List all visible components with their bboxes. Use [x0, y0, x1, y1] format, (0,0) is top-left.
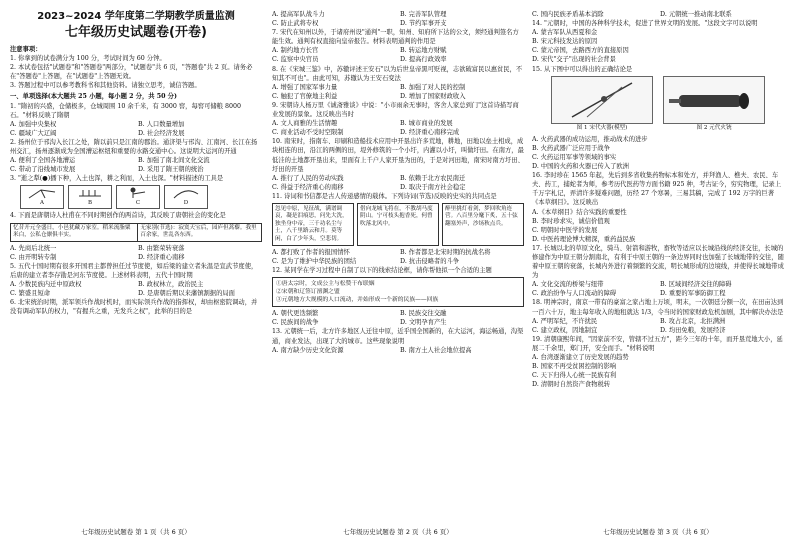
option: C. 防止武将专权	[272, 20, 319, 28]
options-grid	[532, 317, 784, 335]
weapon-figures	[532, 76, 784, 133]
question-text: 10. 南宋时，指南车、印刷和造船技术应用中开垦出许多荒地，耕地，田地以垒土相成，成块相连的田，沿江的两侧的田，堤外修筑的一个小圩，内灌以小圩，叫做圩田。在南方，最低洼的土地都开垦出来，里面有上千户人家开垦为田的，于是对河田地，南宋时南方圩田、圩田的开垦	[272, 138, 524, 173]
option: D. 元朝统一推动南北联系	[660, 11, 732, 18]
option: D. 经济重心南移	[138, 253, 185, 261]
option: A. 火药武器的成功运用，推动战术的进步	[532, 135, 648, 143]
option: C. 得益于经济重心的南移	[272, 183, 344, 191]
options-grid	[10, 280, 262, 298]
option: B. 依赖于北方农民南迁	[400, 174, 466, 182]
option: B. 攻占北京，北拒满洲	[660, 317, 726, 325]
option: B. 火药武器广泛应用于战争	[532, 144, 610, 152]
note-item: 1. 你拿到的试卷满分为 100 分，考试时间为 60 分钟。	[10, 55, 166, 63]
option: D. 中医药理论博大精深，重药益民族	[532, 235, 636, 243]
poem-left: 忆昔开元全盛日，小邑犹藏万家室。稻米流脂粟米白，公私仓廪俱丰实。	[11, 223, 138, 241]
question-text: 14. "元朝时，中国的各种科学技术，促进了世界文明的发展。"这段文字可以说明	[532, 20, 758, 28]
tool-figures	[20, 185, 262, 209]
option: D. 中国的火药和火器已传入了欧洲	[532, 163, 629, 171]
question-text: 5. 五代十国时期有很多开国君主都曾担任过节度使，如后梁的建立者朱温是宣武节度使，后唐的建立者李存勖是河东节度使。上述材料表明，五代十国时期	[10, 262, 258, 279]
poem-box: 忽见中原，见征战，满谱调哀，凝是泪痕思，问先大洗，独坐身中帝，三千功名尘与土，八千里路云和月。莫等闲，白了少年头，空悲切。	[272, 203, 354, 246]
option: D. 重要的军事防御工程	[660, 290, 726, 298]
options-grid	[272, 346, 524, 355]
options-grid	[272, 248, 524, 266]
option: D. 节约军事开支	[400, 20, 447, 28]
option: C. 繁盛且短命	[10, 290, 51, 298]
question-text: 19. 清朝康熙年间，"因家前不安，管辖不过五方"，距今三年的十年，而开垦荒地大小，延展二千余里，郑门开，安全而手。"材料说明	[532, 335, 783, 352]
poem-right: 无家别(节选)：寂寞天宝后，园庐但蒿藜。我里百余家，世乱各东西。	[138, 223, 262, 241]
section-heading: 一、单项选择(本大题共 25 小题，每小题 2 分，共 50 分)	[10, 93, 177, 101]
option: A. 增强了国家军事力量	[272, 83, 338, 91]
question-text: 12. 某同学在学习过程中自制了以下的线索结论框，请你帮他拟一个合适的主题	[272, 267, 492, 275]
plough-icon	[27, 186, 57, 199]
option: B. 民族交往交融	[400, 310, 447, 318]
figure-1	[551, 76, 653, 133]
poem-boxes	[272, 203, 524, 246]
option: B. 南方土人社会地位提高	[400, 346, 472, 354]
option: B. 转运地方财赋	[400, 47, 447, 55]
option: A. 南方缺少历史文化资源	[272, 346, 344, 354]
option: C. 带动了沿线城市发展	[10, 166, 76, 174]
poem-box: 醉里挑灯看剑，梦回吹角连营。八百里分麾下炙，五十弦翻塞外声，沙场秋点兵。	[442, 203, 524, 246]
option: C. 建立政权，因地制宜	[532, 326, 598, 334]
options-grid	[272, 83, 524, 101]
options-grid	[272, 46, 524, 64]
option: B. 国家不再受贫困控制的影响	[532, 363, 617, 371]
note-item: 3. 答题过程中可以参考教科书和其他资料。请独立思考，诚信答题。	[10, 82, 201, 90]
option: D. 抗击侵略者的斗争	[400, 258, 460, 266]
question-text: 3. "逝之犁(●)播下种，入土也浑，耕之利而，入土也深。"材料描述的工具是	[10, 175, 224, 183]
fire-lance-image	[551, 76, 653, 124]
figure-caption: 图 1 宋代火器(模型)	[576, 124, 628, 131]
page-footer: 七年级历史试题卷 第 2 页（共 6 页）	[343, 528, 453, 536]
question-text: 11. 诗词和书信都是古人传递感情的载体。下列诗词(节选)反映的史实的共同点是	[272, 192, 497, 200]
option: C. 触犯了官僚地主利益	[272, 92, 338, 100]
poem-box: 借向龙城飞将在，不教胡马度阴山。宁可枝头抱香死，何曾吹落北风中。	[357, 203, 439, 246]
option: A. 文化交流的桥梁与纽带	[532, 281, 604, 289]
plough-figure: C	[116, 185, 160, 209]
option: A. 都打败了作者的报国情怀	[272, 249, 350, 256]
question-text: 2. 扬州位于邗沟入长江之处，隋以前只是江南的郡治。通济渠与邗沟、江南河、长江在扬州交汇，扬州逐渐成为全国漕运枢纽和重要的水路交通中心。这说明大运河的开通	[10, 138, 258, 156]
option: C. 由开明转专制	[10, 253, 57, 261]
option: B. 由繁荣转衰落	[138, 244, 185, 252]
harrow-icon	[75, 186, 105, 199]
option: B. 政权林立，政治民主	[138, 281, 204, 289]
question-text: 17. 长城以北的草原文化，骑马、射箭和游牧，畜牧等适应以长城沿线的经济交往，长城的修建作为中原王朝分割南北，有利于中原王朝的一条边界同时也加强了长城地带的交往，随着中原王朝的衰落，长城内外进行着频繁的交流，明长城形成的边境线，并使得长城地带成为	[532, 244, 784, 280]
option: B. 加强了南北间文化交流	[138, 157, 210, 165]
option: B. 作者都是北宋时期的抗战名将	[400, 249, 491, 256]
options-grid	[532, 10, 784, 19]
poem-table	[10, 223, 262, 242]
question-text: 9. 宋朝诗人杨万里《诚斋雅谈》中说："小市雨余无事时，客舍人家总到门"这首诗描写商业发展的景象。这反映出当时	[272, 101, 519, 119]
option: D. 采用了隋王朝的统治	[138, 166, 204, 174]
page-footer: 七年级历史试题卷 第 1 页（共 6 页）	[81, 528, 191, 536]
option: A. 蒙古军队从西夏和金	[532, 29, 598, 37]
option: D. 提高行政效率	[400, 56, 447, 64]
options-grid	[272, 10, 524, 28]
option: B. 加强了对人民的控制	[400, 83, 466, 91]
figure-2	[663, 76, 765, 133]
column-3	[532, 10, 784, 522]
option: A. 朝代更迭频繁	[272, 310, 319, 318]
column-1	[10, 10, 262, 522]
option: A. 先商后北统一	[10, 244, 57, 252]
option: B. 宋元科技发达的原因	[532, 38, 598, 46]
options-grid	[10, 156, 262, 174]
options-grid	[10, 120, 262, 138]
option: D. 均田免粮，发展经济	[660, 326, 726, 334]
question-text: 18. 明神宗时，南京一带有的豪富之家占地上万顷，明末，一次朝廷分额一次，在田亩达到一百六十万，地主每年收入的地租就达 1/3，令当时的国家财政危机加剧，其中解决办法是	[532, 299, 784, 316]
question-text: 7. 宋代在知州以外，于诸府州设"通判"一职，知州、知府所下达的公文，须经通判签名方能生效。通判有权直接向皇帝报告。材料表明通判的作用是	[272, 29, 519, 46]
notes-heading: 注意事项：	[10, 46, 42, 53]
fire-lance-icon	[552, 77, 652, 123]
options-grid	[272, 309, 524, 327]
option: D. 经济重心南移完成	[400, 129, 460, 137]
exam-subtitle: 七年级历史试题卷(开卷)	[65, 25, 207, 40]
question-text: 6. 北宋统治时期，派军领兵作战时机时，而实际领兵作战的指挥权，却由枢密院调动，并没有调动军队的权力，"有握兵之重，无发兵之权"，此举的目的是	[10, 299, 258, 316]
options-grid	[10, 244, 262, 262]
option: C. 商业活动不受时空限制	[272, 129, 344, 137]
question-text: 4. 下面是唐朝诗人杜甫在不同时期创作的两首诗，其反映了唐朝社会的变化是	[10, 212, 226, 220]
question-text: 16. 李时珍在 1565 年起，先后到多省收集药物标本和处方，并拜渔人、樵夫、农民、车夫、药工，捕蛇者为师，参考历代医药等方面书籍 925 种，考古证今，穷究物理，记录上千万字札记，弄清许多疑难问题，历经 27 个寒暑，三易其稿，完成了 192 万字的巨著《本草纲目》。这反映出	[532, 172, 782, 207]
farmer-icon	[123, 186, 153, 199]
question-text: 8. 在《宋城三鉴》中，苏辙评述王安石"以为后世皇帝黑可贬视，志欲破富民以惠贫民，不知其不可也"。由此可知，苏辙认为王安石变法	[272, 65, 523, 82]
figure-caption: 图 2 元代火铳	[696, 124, 732, 131]
plough-figure: D	[164, 185, 208, 209]
option: D. 取决于南方社会稳定	[400, 183, 466, 191]
curved-plough-icon	[171, 186, 201, 199]
clue-line: ②宋朝和辽签订澶渊之盟	[276, 289, 340, 296]
options-grid	[272, 119, 524, 137]
option: C. 蒙元帝国，去路西方的直接原因	[532, 47, 629, 55]
plough-figure: A	[20, 185, 64, 209]
option: C. 明朝时中医学的发展	[532, 226, 598, 234]
question-text: 13. 元朝统一后，北方许多地区人迁往中原，近乎国全国新的，在大运河，海运畅通，沟渠通，商业发达，出现了大的城市。这些现象说明	[272, 328, 524, 345]
question-text: 1. "隋初的兴盛，仓储极多，仓城周围 10 余千米，有 3000 窖，每窖可储粮 8000 石。"材料反映了隋朝	[10, 102, 241, 119]
option: C. 疆域广大辽阔	[10, 129, 57, 137]
option: D. 是唐朝后期以来藩镇割据的局面	[138, 290, 235, 298]
clue-box	[272, 277, 524, 307]
option: A.《本草纲目》结合实践的重要性	[532, 208, 627, 216]
option: C. 民族间的战争	[272, 319, 319, 327]
option: B. 人口数量增加	[138, 120, 185, 128]
option: C. 天下归得人心统一民族有利	[532, 372, 617, 380]
option: A. 便利了全国各地漕运	[10, 157, 76, 165]
clue-line: ③元朝地方大规模的人口流动，并始形成一个新的民族——回族	[276, 297, 439, 304]
option: C. 是为了维护中华民族的团结	[272, 258, 357, 266]
plough-figure: B	[68, 185, 112, 209]
cannon-icon	[664, 77, 764, 123]
clue-line: ①唐太宗时，文成公主与松赞干布联姻	[276, 281, 375, 288]
option: A. 制约地方长官	[272, 47, 319, 55]
option: A. 文人商雅的生活情趣	[272, 120, 338, 128]
option: B. 李时珍求实，诚信价值观	[532, 217, 610, 225]
option: C. 国内民族矛盾基本消除	[532, 11, 604, 18]
option: A. 提高军队战斗力	[272, 11, 325, 18]
option: A. 推行了人民的劳动实践	[272, 174, 344, 182]
note-item: 2. 本试卷包括"试题卷"和"答题卷"两部分，"试题卷"共 6 页，"答题卷"共 2 页。请务必在"答题卷"上答题，在"试题卷"上答题无效。	[10, 64, 253, 81]
option: B. 城市商业的发展	[400, 120, 453, 128]
page-footer: 七年级历史试题卷 第 3 页（共 6 页）	[603, 528, 713, 536]
option: D. 宋代"交子"出现的社会背景	[532, 56, 616, 64]
exam-title: 2023~2024 学年度第二学期教学质量监测	[37, 11, 235, 22]
option: A. 台湾逐渐建立了历史发展的趋势	[532, 354, 629, 361]
options-grid	[272, 174, 524, 192]
column-2	[272, 10, 524, 522]
question-text: 15. 从下图中可以得出的正确结论是	[532, 65, 633, 73]
cannon-image	[663, 76, 765, 124]
option: B. 完善军队管理	[400, 11, 447, 18]
option: D. 清朝时自然资产食物税转	[532, 381, 611, 389]
option: C. 监察中央官员	[272, 56, 319, 64]
option: D. 增加了国家财政收入	[400, 92, 466, 100]
options-grid	[532, 280, 784, 298]
option: C. 火药运用军事等领域的事实	[532, 153, 617, 161]
option: D. 社会经济发展	[138, 129, 185, 137]
option: D. 文明孕育产生	[400, 319, 447, 327]
option: A. 加强中央集权	[10, 120, 57, 128]
option: A. 少数民族内迁中原政权	[10, 281, 82, 289]
option: C. 政治纷争与人口流动的障碍	[532, 290, 617, 298]
option: B. 区域间经济交往的障碍	[660, 281, 732, 289]
option: A. 严明军纪，不许扰民	[532, 317, 598, 325]
